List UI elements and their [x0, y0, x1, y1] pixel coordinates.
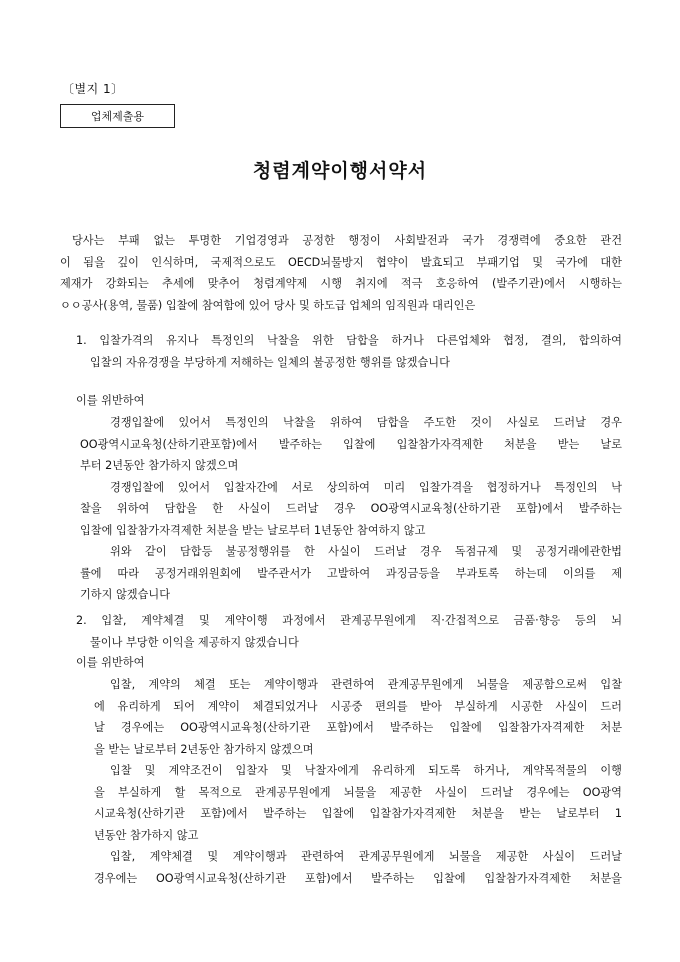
item-1-clauses — [60, 412, 622, 606]
clause-line: 위와 같이 담합등 불공정행위를 한 사실이 드러날 경우 독점규제 및 공정거래에관한법 — [110, 545, 622, 558]
clause-line: 률에 따라 공정거래위원회에 발주관서가 고발하여 과징금등을 부과토록 하는데 이의를 제 — [80, 566, 622, 580]
intro-line: ㅇㅇ공사(용역, 물품) 입찰에 참여함에 있어 당사 및 하도급 업체의 임직원과 대리인은 — [60, 298, 476, 312]
clause-line: 을 부실하게 할 목적으로 관계공무원에게 뇌물을 제공한 사실이 드러날 경우에는 OO광역 — [94, 785, 622, 799]
clause-line: OO광역시교육청(산하기관포함)에서 발주하는 입찰에 입찰참가자격제한 처분을 받는 날로 — [80, 437, 622, 451]
clause-line: 날 경우에는 OO광역시교육청(산하기관 포함)에서 발주하는 입찰에 입찰참가자격제한 처분 — [94, 721, 622, 734]
item-1-line: 입찰의 자유경쟁을 부당하게 저해하는 일체의 불공정한 행위를 않겠습니다 — [90, 355, 450, 369]
clause-line: 찰을 위하여 담합을 한 사실이 드러날 경우 OO광역시교육청(산하기관 포함)에서 발주하는 — [80, 502, 622, 515]
clause-line: 경쟁입찰에 있어서 특정인의 낙찰을 위하여 담합을 주도한 것이 사실로 드러날 경우 — [110, 416, 622, 429]
item-1-heading — [76, 330, 622, 373]
intro-paragraph — [60, 230, 622, 316]
clause-line: 경우에는 OO광역시교육청(산하기관 포함)에서 발주하는 입찰에 입찰참가자격제한 처분을 — [94, 871, 622, 885]
intro-line: 이 됨을 깊이 인식하며, 국제적으로도 OECD뇌물방지 협약이 발효되고 부패기업 및 국가에 대한 — [60, 255, 622, 269]
item-2-violation-label: 이를 위반하여 — [76, 656, 145, 669]
clause-line: 에 유리하게 되어 계약이 체결되었거나 시공중 편의를 받아 부실하게 시공한 사실이 드러 — [94, 699, 622, 713]
clause-line: 시교육청(산하기관 포함)에서 발주하는 입찰에 입찰참가자격제한 처분을 받는 날로부터 1 — [94, 807, 622, 820]
document-title: 청렴계약이행서약서 — [252, 160, 428, 182]
item-2-clauses — [60, 674, 622, 889]
item-2-line: 2. 입찰, 계약체결 및 계약이행 과정에서 관계공무원에게 직·간접적으로 금품·향응 등의 뇌 — [76, 614, 622, 627]
annex-label: 〔별지 1〕 — [62, 82, 124, 96]
submission-label-box: 업체제출용 — [60, 104, 175, 128]
clause-line: 입찰, 계약의 체결 또는 계약이행과 관련하여 관계공무원에게 뇌물을 제공함으로써 입찰 — [110, 678, 622, 691]
item-2-heading — [76, 610, 622, 653]
item-1-line: 1. 입찰가격의 유지나 특정인의 낙찰을 위한 담합을 하거나 다른업체와 협정, 결의, 합의하여 — [76, 334, 622, 347]
clause-line: 입찰, 계약체결 및 계약이행과 관련하여 관계공무원에게 뇌물을 제공한 사실이 드러날 — [110, 850, 622, 863]
clause-line: 년동안 참가하지 않고 — [94, 828, 199, 842]
intro-line: 제재가 강화되는 추세에 맞추어 청렴계약제 시행 취지에 적극 호응하여 (발주기관)에서 시행하는 — [60, 277, 622, 290]
item-2-line: 물이나 부당한 이익을 제공하지 않겠습니다 — [90, 635, 299, 649]
clause-line: 을 받는 날로부터 2년동안 참가하지 않겠으며 — [94, 742, 314, 756]
clause-line: 입찰에 입찰참가자격제한 처분을 받는 날로부터 1년동안 참여하지 않고 — [80, 523, 426, 537]
clause-line: 경쟁입찰에 있어서 입찰자간에 서로 상의하여 미리 입찰가격을 협정하거나 특정인의 낙 — [110, 480, 622, 494]
clause-line: 입찰 및 계약조건이 입찰자 및 낙찰자에게 유리하게 되도록 하거나, 계약목적물의 이행 — [110, 764, 622, 777]
clause-line: 부터 2년동안 참가하지 않겠으며 — [80, 459, 239, 472]
intro-line: 당사는 부패 없는 투명한 기업경영과 공정한 행정이 사회발전과 국가 경쟁력에 중요한 관건 — [72, 234, 622, 247]
clause-line: 기하지 않겠습니다 — [80, 588, 171, 601]
item-1-violation-label: 이를 위반하여 — [76, 394, 145, 407]
